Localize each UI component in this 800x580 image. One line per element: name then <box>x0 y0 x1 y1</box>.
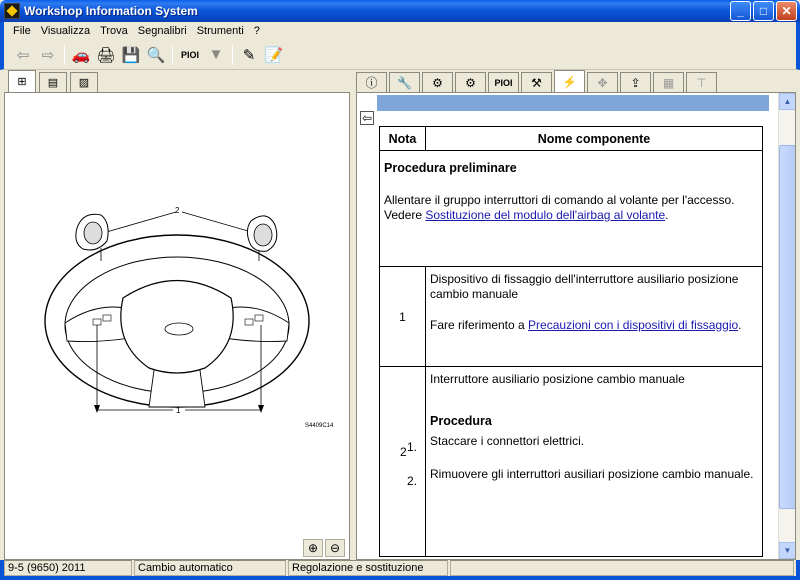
save-icon[interactable]: 💾 <box>121 46 141 64</box>
procedure-title: Procedura <box>430 414 492 428</box>
status-transmission: Cambio automatico <box>134 560 286 576</box>
title-bar <box>0 0 800 22</box>
menu-strumenti[interactable]: Strumenti <box>196 25 244 37</box>
right-switch-drawing <box>247 216 276 261</box>
status-section: Regolazione e sostituzione <box>288 560 448 576</box>
step-number: 2. <box>407 474 418 488</box>
preliminary-title: Procedura preliminare <box>384 161 517 175</box>
pencil-icon[interactable]: ✎ <box>242 46 256 64</box>
tab-tree-icon[interactable]: ⊞ <box>8 70 36 92</box>
maximize-button[interactable]: □ <box>753 1 774 21</box>
app-icon <box>4 3 20 19</box>
tab-pioi[interactable]: PIOI <box>488 72 519 92</box>
airbag-module-link[interactable]: Sostituzione del modulo dell'airbag al volante <box>425 208 666 222</box>
tab-engine-icon[interactable]: ⚙ <box>455 72 486 92</box>
tab-spec-icon[interactable]: ▦ <box>653 72 684 92</box>
vertical-scrollbar[interactable] <box>778 93 795 559</box>
close-button[interactable]: ✕ <box>776 1 797 21</box>
zoom-in-icon[interactable]: ⊕ <box>303 539 323 557</box>
reference-text: Fare riferimento a Precauzioni con i dispositivi di fissaggio. <box>430 318 742 332</box>
scroll-up-icon[interactable]: ▲ <box>779 93 796 110</box>
forward-arrow-icon[interactable]: ⇨ <box>41 46 55 64</box>
preliminary-text: Allentare il gruppo interruttori di comando al volante per l'accesso. Vedere Sostituzione del modulo dell'airbag al volante. <box>384 193 735 222</box>
menu-trova[interactable]: Trova <box>100 25 128 37</box>
tab-info-icon[interactable]: ⓘ <box>356 72 387 92</box>
callout-2: 2 <box>175 206 180 215</box>
table-row <box>380 151 763 267</box>
window-title: Workshop Information System <box>24 4 198 18</box>
figure-code: S4409C14 <box>305 423 334 429</box>
column-header-nome: Nome componente <box>426 127 763 151</box>
tab-wrench-icon[interactable]: 🔧 <box>389 72 420 92</box>
pioi-button[interactable]: PIOI <box>180 49 199 60</box>
table-row <box>380 367 763 557</box>
callout-1: 1 <box>176 406 181 415</box>
row-number: 2 <box>400 445 407 459</box>
tab-measure-icon[interactable]: ⊤ <box>686 72 717 92</box>
component-name: Interruttore ausiliario posizione cambio manuale <box>430 372 685 386</box>
minimize-button[interactable]: _ <box>730 1 751 21</box>
document-header-band <box>377 95 769 111</box>
steering-wheel-diagram <box>5 93 349 559</box>
binoculars-icon[interactable]: 🔍 <box>146 46 166 64</box>
column-header-nota: Nota <box>380 127 426 151</box>
tab-gears-icon[interactable]: ⚙ <box>422 72 453 92</box>
zoom-out-icon[interactable]: ⊖ <box>325 539 345 557</box>
step-text: Staccare i connettori elettrici. <box>430 434 585 448</box>
status-model: 9-5 (9650) 2011 <box>4 560 132 576</box>
scroll-down-icon[interactable]: ▼ <box>779 542 796 559</box>
step-text: Rimuovere gli interruttori ausiliari posizione cambio manuale. <box>430 467 754 481</box>
component-name: Dispositivo di fissaggio dell'interruttore ausiliario posizione cambio manuale <box>430 272 739 301</box>
note-icon[interactable]: 📝 <box>264 46 284 64</box>
illustration-pane <box>4 92 350 560</box>
return-icon[interactable]: ⇦ <box>361 111 373 125</box>
back-arrow-icon[interactable]: ⇦ <box>16 46 30 64</box>
step-number: 1. <box>407 440 418 454</box>
print-icon[interactable]: 🖨 <box>96 46 116 64</box>
vehicle-icon[interactable]: 🚗 <box>71 46 91 64</box>
status-bar <box>0 560 800 580</box>
component-table <box>379 126 763 557</box>
scroll-thumb[interactable] <box>779 145 796 509</box>
menu-help[interactable]: ? <box>253 25 260 37</box>
row-number: 1 <box>380 267 426 367</box>
toolbar <box>0 40 800 70</box>
tab-list-icon[interactable]: ▤ <box>39 72 67 92</box>
right-tab-strip <box>356 70 796 92</box>
menu-file[interactable]: File <box>13 25 31 37</box>
fastener-precautions-link[interactable]: Precauzioni con i dispositivi di fissaggio <box>528 318 739 332</box>
left-switch-drawing <box>76 214 108 261</box>
menu-segnalibri[interactable]: Segnalibri <box>137 25 187 37</box>
menu-visualizza[interactable]: Visualizza <box>40 25 91 37</box>
filter-icon[interactable]: ▼ <box>208 46 224 63</box>
table-row <box>380 267 763 367</box>
left-tab-strip <box>4 70 350 92</box>
tab-tools-icon[interactable]: ⚒ <box>521 72 552 92</box>
tab-move-icon[interactable]: ✥ <box>587 72 618 92</box>
tab-lift-icon[interactable]: ⇪ <box>620 72 651 92</box>
tab-connector-icon[interactable]: ⚡ <box>554 70 585 92</box>
menu-bar <box>0 22 800 40</box>
document-pane <box>356 92 796 560</box>
tab-image-icon[interactable]: ▨ <box>70 72 98 92</box>
